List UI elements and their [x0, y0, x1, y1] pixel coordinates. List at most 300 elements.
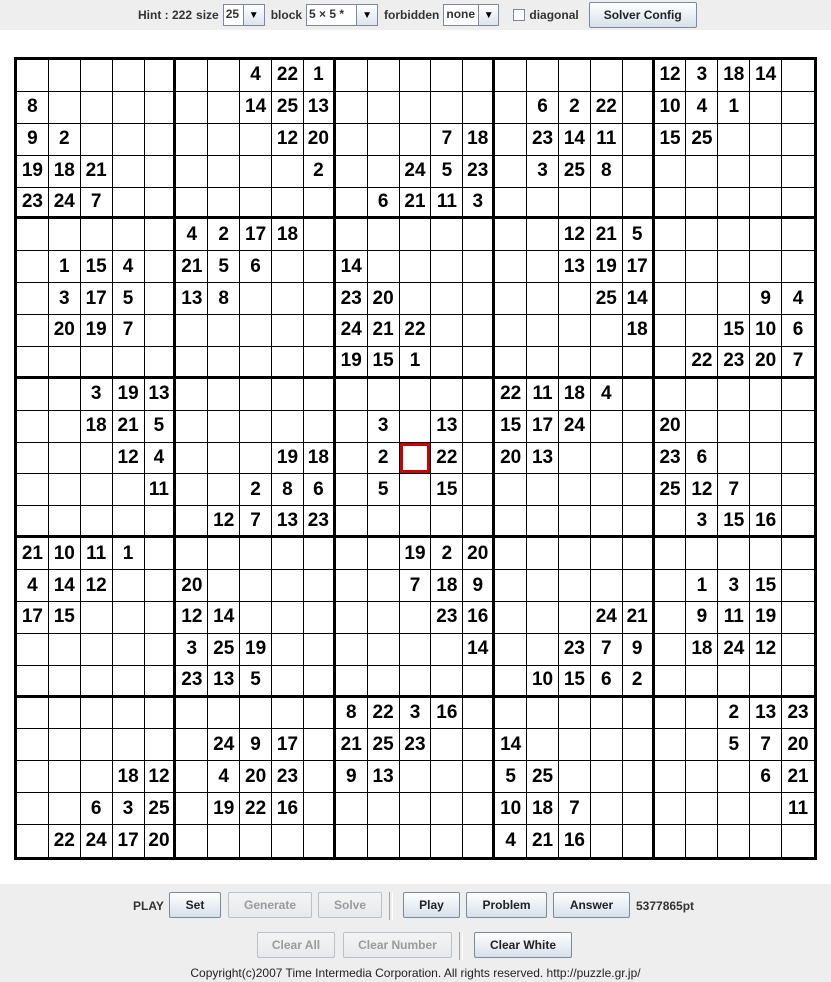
board-cell[interactable] [750, 443, 782, 475]
board-cell[interactable] [81, 761, 113, 793]
board-cell[interactable] [527, 506, 559, 538]
board-cell[interactable] [49, 761, 81, 793]
board-cell[interactable]: 19 [591, 251, 623, 283]
board-cell[interactable] [176, 538, 208, 570]
board-cell[interactable] [431, 761, 463, 793]
board-cell[interactable]: 23 [176, 666, 208, 698]
board-cell[interactable]: 7 [431, 124, 463, 156]
board-cell[interactable]: 16 [463, 602, 495, 634]
board-cell[interactable]: 11 [81, 538, 113, 570]
board-cell[interactable]: 14 [559, 124, 591, 156]
board-cell[interactable] [400, 825, 432, 857]
board-cell[interactable] [240, 698, 272, 730]
board-cell[interactable] [750, 411, 782, 443]
board-cell[interactable]: 21 [623, 602, 655, 634]
board-cell[interactable]: 18 [559, 379, 591, 411]
board-cell[interactable]: 19 [113, 379, 145, 411]
board-cell[interactable]: 19 [750, 602, 782, 634]
board-cell[interactable] [463, 666, 495, 698]
chevron-down-icon[interactable]: ▼ [478, 5, 498, 25]
board-cell[interactable] [495, 60, 527, 92]
board-cell[interactable]: 13 [272, 506, 304, 538]
board-cell[interactable] [559, 347, 591, 379]
board-cell[interactable] [623, 156, 655, 188]
board-cell[interactable] [400, 634, 432, 666]
board-cell[interactable] [240, 156, 272, 188]
board-cell[interactable]: 21 [336, 729, 368, 761]
board-cell[interactable] [400, 506, 432, 538]
board-cell[interactable]: 6 [368, 188, 400, 220]
board-cell[interactable]: 14 [623, 283, 655, 315]
solver-config-button[interactable]: Solver Config [589, 2, 697, 28]
board-cell[interactable] [718, 124, 750, 156]
clear-all-button[interactable]: Clear All [257, 932, 335, 958]
board-cell[interactable] [240, 411, 272, 443]
board-cell[interactable] [176, 761, 208, 793]
board-cell[interactable] [591, 698, 623, 730]
board-cell[interactable] [623, 698, 655, 730]
board-cell[interactable]: 16 [272, 793, 304, 825]
board-cell[interactable] [655, 347, 687, 379]
board-cell[interactable] [623, 379, 655, 411]
board-cell[interactable] [208, 698, 240, 730]
board-cell[interactable] [431, 666, 463, 698]
board-cell[interactable]: 2 [368, 443, 400, 475]
board-cell[interactable]: 22 [431, 443, 463, 475]
set-button[interactable]: Set [169, 892, 221, 918]
board-cell[interactable]: 3 [686, 506, 718, 538]
board-cell[interactable] [176, 443, 208, 475]
board-cell[interactable]: 19 [400, 538, 432, 570]
board-cell[interactable] [431, 315, 463, 347]
board-cell[interactable] [49, 793, 81, 825]
board-cell[interactable] [655, 602, 687, 634]
board-cell[interactable]: 23 [655, 443, 687, 475]
board-cell[interactable]: 25 [145, 793, 177, 825]
board-cell[interactable] [686, 315, 718, 347]
board-cell[interactable]: 11 [782, 793, 814, 825]
board-cell[interactable] [463, 219, 495, 251]
board-cell[interactable]: 12 [208, 506, 240, 538]
board-cell[interactable] [463, 315, 495, 347]
board-cell[interactable] [623, 347, 655, 379]
board-cell[interactable]: 20 [655, 411, 687, 443]
board-cell[interactable] [336, 570, 368, 602]
board-cell[interactable] [559, 315, 591, 347]
board-cell[interactable]: 25 [559, 156, 591, 188]
board-cell[interactable] [17, 793, 49, 825]
board-cell[interactable]: 6 [81, 793, 113, 825]
board-cell[interactable] [591, 506, 623, 538]
board-cell[interactable] [145, 506, 177, 538]
board-cell[interactable] [113, 474, 145, 506]
board-cell[interactable] [463, 729, 495, 761]
board-cell[interactable] [113, 666, 145, 698]
solve-button[interactable]: Solve [318, 892, 382, 918]
board-cell[interactable]: 19 [336, 347, 368, 379]
board-cell[interactable]: 25 [527, 761, 559, 793]
board-cell[interactable] [431, 60, 463, 92]
board-cell[interactable]: 15 [718, 506, 750, 538]
board-cell[interactable]: 25 [368, 729, 400, 761]
board-cell[interactable] [176, 698, 208, 730]
board-cell[interactable] [750, 251, 782, 283]
board-cell[interactable] [591, 570, 623, 602]
board-cell[interactable] [113, 219, 145, 251]
board-cell[interactable] [623, 761, 655, 793]
board-cell[interactable] [431, 825, 463, 857]
board-cell[interactable]: 15 [495, 411, 527, 443]
board-cell[interactable] [17, 251, 49, 283]
board-cell[interactable] [336, 219, 368, 251]
board-cell[interactable]: 11 [718, 602, 750, 634]
board-cell[interactable] [145, 698, 177, 730]
board-cell[interactable] [208, 315, 240, 347]
board-cell[interactable]: 10 [527, 666, 559, 698]
board-cell[interactable] [368, 251, 400, 283]
board-cell[interactable] [623, 411, 655, 443]
board-cell[interactable] [591, 411, 623, 443]
board-cell[interactable] [145, 188, 177, 220]
board-cell[interactable] [559, 729, 591, 761]
board-cell[interactable] [718, 411, 750, 443]
board-cell[interactable] [145, 60, 177, 92]
board-cell[interactable] [49, 60, 81, 92]
board-cell[interactable]: 20 [368, 283, 400, 315]
board-cell[interactable] [17, 698, 49, 730]
board-cell[interactable] [782, 443, 814, 475]
board-cell[interactable] [208, 347, 240, 379]
board-cell[interactable] [686, 251, 718, 283]
board-cell[interactable] [463, 506, 495, 538]
board-cell[interactable] [336, 379, 368, 411]
board-cell[interactable] [81, 474, 113, 506]
board-cell[interactable] [559, 60, 591, 92]
board-cell[interactable] [718, 443, 750, 475]
board-cell[interactable] [368, 666, 400, 698]
board-cell[interactable]: 3 [176, 634, 208, 666]
board-cell[interactable] [782, 570, 814, 602]
board-cell[interactable]: 3 [463, 188, 495, 220]
board-cell[interactable] [49, 506, 81, 538]
board-cell[interactable]: 18 [81, 411, 113, 443]
board-cell[interactable] [304, 666, 336, 698]
board-cell[interactable] [495, 92, 527, 124]
board-cell[interactable]: 13 [176, 283, 208, 315]
board-cell[interactable] [208, 92, 240, 124]
board-cell[interactable]: 14 [240, 92, 272, 124]
board-cell[interactable] [495, 315, 527, 347]
board-cell[interactable]: 2 [431, 538, 463, 570]
board-cell[interactable] [145, 729, 177, 761]
board-cell[interactable] [304, 729, 336, 761]
board-cell[interactable]: 17 [113, 825, 145, 857]
board-cell[interactable]: 19 [272, 443, 304, 475]
generate-button[interactable]: Generate [228, 892, 312, 918]
board-cell[interactable]: 14 [336, 251, 368, 283]
board-cell[interactable] [718, 156, 750, 188]
board-cell[interactable]: 21 [591, 219, 623, 251]
board-cell[interactable] [368, 379, 400, 411]
board-cell[interactable]: 14 [750, 60, 782, 92]
board-cell[interactable]: 1 [49, 251, 81, 283]
board-cell[interactable]: 3 [113, 793, 145, 825]
board-cell[interactable]: 7 [782, 347, 814, 379]
board-cell[interactable] [750, 474, 782, 506]
board-cell[interactable] [368, 506, 400, 538]
board-cell[interactable] [304, 538, 336, 570]
board-cell[interactable] [782, 474, 814, 506]
board-cell[interactable] [463, 347, 495, 379]
board-cell[interactable]: 18 [623, 315, 655, 347]
board-cell[interactable]: 21 [81, 156, 113, 188]
board-cell[interactable]: 12 [145, 761, 177, 793]
board-cell[interactable] [431, 506, 463, 538]
board-cell[interactable] [113, 506, 145, 538]
board-cell[interactable] [336, 124, 368, 156]
board-cell[interactable]: 21 [176, 251, 208, 283]
board-cell[interactable] [623, 60, 655, 92]
board-cell[interactable]: 22 [240, 793, 272, 825]
board-cell[interactable] [176, 729, 208, 761]
board-cell[interactable]: 18 [718, 60, 750, 92]
board-cell[interactable]: 8 [272, 474, 304, 506]
board-cell[interactable]: 3 [49, 283, 81, 315]
board-cell[interactable]: 21 [368, 315, 400, 347]
board-cell[interactable]: 20 [304, 124, 336, 156]
board-cell[interactable] [336, 156, 368, 188]
board-cell[interactable]: 2 [718, 698, 750, 730]
board-cell[interactable] [559, 698, 591, 730]
board-cell[interactable]: 11 [527, 379, 559, 411]
board-cell[interactable] [272, 666, 304, 698]
board-cell[interactable]: 11 [145, 474, 177, 506]
board-cell[interactable] [495, 666, 527, 698]
board-cell[interactable]: 6 [527, 92, 559, 124]
board-cell[interactable]: 15 [559, 666, 591, 698]
board-cell[interactable]: 8 [591, 156, 623, 188]
board-cell[interactable] [527, 474, 559, 506]
board-cell[interactable]: 25 [686, 124, 718, 156]
board-cell[interactable] [336, 634, 368, 666]
board-cell[interactable]: 17 [81, 283, 113, 315]
board-cell[interactable] [145, 124, 177, 156]
board-cell[interactable] [272, 283, 304, 315]
board-cell[interactable] [145, 315, 177, 347]
board-cell[interactable] [208, 570, 240, 602]
board-cell[interactable] [113, 347, 145, 379]
board-cell[interactable] [623, 825, 655, 857]
board-cell[interactable] [176, 60, 208, 92]
clear-number-button[interactable]: Clear Number [343, 932, 452, 958]
board-cell[interactable] [240, 570, 272, 602]
board-cell[interactable] [113, 92, 145, 124]
forbidden-select[interactable] [443, 4, 499, 26]
board-cell[interactable] [81, 219, 113, 251]
board-cell[interactable]: 4 [176, 219, 208, 251]
board-cell[interactable] [495, 124, 527, 156]
board-cell[interactable] [240, 538, 272, 570]
board-cell[interactable] [272, 570, 304, 602]
board-cell[interactable] [368, 793, 400, 825]
board-cell[interactable] [400, 124, 432, 156]
board-cell[interactable] [336, 793, 368, 825]
board-cell[interactable]: 12 [559, 219, 591, 251]
board-cell[interactable]: 4 [17, 570, 49, 602]
board-cell[interactable] [113, 729, 145, 761]
board-cell[interactable] [527, 347, 559, 379]
board-cell[interactable] [782, 251, 814, 283]
board-cell[interactable]: 19 [17, 156, 49, 188]
board-cell[interactable] [655, 156, 687, 188]
board-cell[interactable] [145, 570, 177, 602]
board-cell[interactable] [400, 602, 432, 634]
problem-button[interactable]: Problem [466, 892, 547, 918]
board-cell[interactable]: 15 [750, 570, 782, 602]
board-cell[interactable] [527, 219, 559, 251]
board-cell[interactable] [750, 188, 782, 220]
board-cell[interactable] [113, 602, 145, 634]
board-cell[interactable]: 6 [304, 474, 336, 506]
board-cell[interactable]: 21 [113, 411, 145, 443]
board-cell[interactable] [145, 283, 177, 315]
board-cell[interactable]: 20 [750, 347, 782, 379]
board-cell[interactable] [591, 315, 623, 347]
board-cell[interactable] [336, 411, 368, 443]
board-cell[interactable]: 12 [113, 443, 145, 475]
board-cell[interactable] [304, 793, 336, 825]
board-cell[interactable]: 7 [240, 506, 272, 538]
block-select[interactable] [306, 4, 378, 26]
board-cell[interactable]: 3 [400, 698, 432, 730]
board-cell[interactable] [81, 443, 113, 475]
board-cell[interactable] [145, 219, 177, 251]
board-cell[interactable] [49, 634, 81, 666]
board-cell[interactable] [17, 411, 49, 443]
chevron-down-icon[interactable]: ▼ [356, 5, 377, 25]
board-cell[interactable]: 20 [782, 729, 814, 761]
board-cell[interactable] [431, 379, 463, 411]
board-cell[interactable] [591, 825, 623, 857]
board-cell[interactable] [176, 474, 208, 506]
board-cell[interactable] [655, 570, 687, 602]
board-cell[interactable] [368, 538, 400, 570]
board-cell[interactable] [495, 251, 527, 283]
board-cell[interactable] [495, 602, 527, 634]
board-cell[interactable]: 24 [208, 729, 240, 761]
board-cell[interactable] [559, 283, 591, 315]
board-cell[interactable]: 25 [655, 474, 687, 506]
board-cell[interactable]: 17 [17, 602, 49, 634]
board-cell[interactable]: 22 [495, 379, 527, 411]
board-cell[interactable] [49, 443, 81, 475]
board-cell[interactable]: 22 [49, 825, 81, 857]
board-cell[interactable] [145, 602, 177, 634]
board-cell[interactable] [49, 729, 81, 761]
board-cell[interactable] [750, 92, 782, 124]
board-cell[interactable] [336, 188, 368, 220]
board-cell[interactable] [368, 156, 400, 188]
board-cell[interactable] [623, 443, 655, 475]
board-cell[interactable] [623, 506, 655, 538]
board-cell[interactable] [17, 379, 49, 411]
board-cell[interactable]: 13 [431, 411, 463, 443]
board-cell[interactable] [782, 602, 814, 634]
board-cell[interactable]: 12 [655, 60, 687, 92]
board-cell[interactable]: 2 [623, 666, 655, 698]
board-cell[interactable]: 4 [686, 92, 718, 124]
board-cell[interactable] [400, 92, 432, 124]
board-cell[interactable]: 12 [176, 602, 208, 634]
board-cell[interactable] [336, 825, 368, 857]
board-cell[interactable] [145, 634, 177, 666]
board-cell[interactable]: 1 [400, 347, 432, 379]
board-cell[interactable]: 20 [49, 315, 81, 347]
board-cell[interactable] [49, 219, 81, 251]
board-cell[interactable] [400, 666, 432, 698]
board-cell[interactable]: 3 [368, 411, 400, 443]
board-cell[interactable]: 15 [718, 315, 750, 347]
board-cell[interactable]: 7 [718, 474, 750, 506]
board-cell[interactable] [463, 60, 495, 92]
board-cell[interactable] [176, 188, 208, 220]
board-cell[interactable] [208, 60, 240, 92]
board-cell[interactable] [463, 825, 495, 857]
board-cell[interactable] [208, 443, 240, 475]
board-cell[interactable]: 15 [431, 474, 463, 506]
board-cell[interactable] [527, 315, 559, 347]
board-cell[interactable] [686, 825, 718, 857]
board-cell[interactable]: 1 [113, 538, 145, 570]
board-cell[interactable]: 4 [782, 283, 814, 315]
board-cell[interactable]: 14 [463, 634, 495, 666]
board-cell[interactable]: 25 [208, 634, 240, 666]
board-cell[interactable]: 17 [272, 729, 304, 761]
board-cell[interactable]: 14 [208, 602, 240, 634]
board-cell[interactable] [559, 443, 591, 475]
board-cell[interactable] [304, 379, 336, 411]
board-cell[interactable] [495, 506, 527, 538]
board-cell[interactable] [782, 219, 814, 251]
board-cell[interactable] [113, 60, 145, 92]
board-cell[interactable] [49, 411, 81, 443]
board-cell[interactable]: 6 [782, 315, 814, 347]
board-cell[interactable] [655, 379, 687, 411]
board-cell[interactable] [718, 251, 750, 283]
board-cell[interactable]: 13 [145, 379, 177, 411]
board-cell[interactable] [272, 347, 304, 379]
board-cell[interactable] [176, 379, 208, 411]
board-cell[interactable] [17, 347, 49, 379]
board-cell[interactable] [782, 411, 814, 443]
board-cell[interactable] [623, 793, 655, 825]
board-cell[interactable] [431, 92, 463, 124]
board-cell[interactable]: 8 [336, 698, 368, 730]
board-cell[interactable] [17, 315, 49, 347]
board-cell[interactable]: 20 [495, 443, 527, 475]
board-cell[interactable] [718, 538, 750, 570]
board-cell[interactable] [208, 379, 240, 411]
board-cell[interactable]: 23 [463, 156, 495, 188]
board-cell[interactable] [400, 283, 432, 315]
board-cell[interactable]: 16 [559, 825, 591, 857]
board-cell[interactable] [559, 761, 591, 793]
board-cell[interactable]: 11 [431, 188, 463, 220]
board-cell[interactable] [208, 474, 240, 506]
board-cell[interactable]: 21 [400, 188, 432, 220]
board-cell[interactable]: 15 [81, 251, 113, 283]
board-cell[interactable]: 18 [304, 443, 336, 475]
